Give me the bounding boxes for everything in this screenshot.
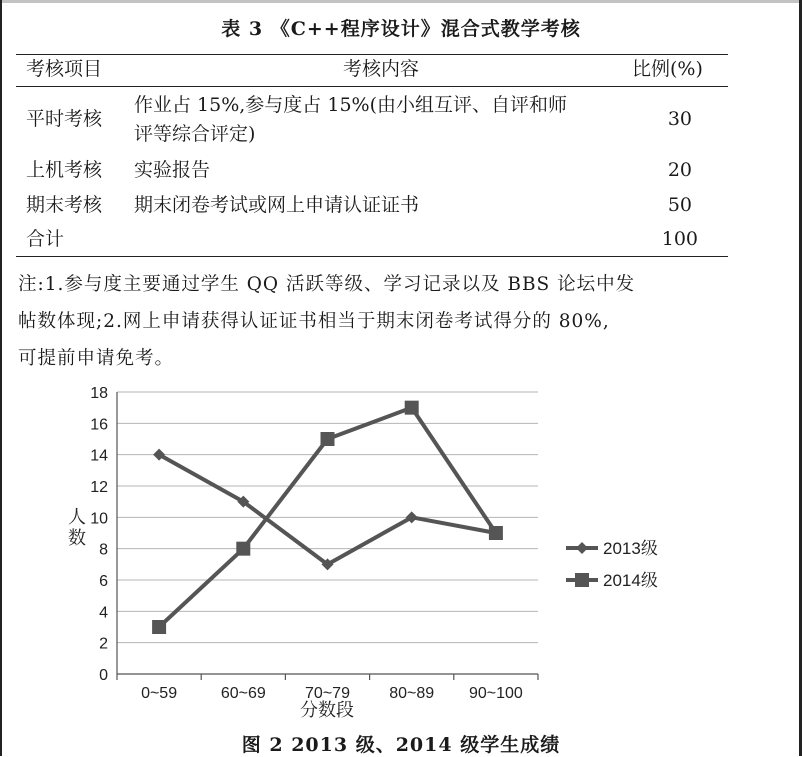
header-ratio: 比例(%) <box>632 58 703 80</box>
y-tick-label: 4 <box>99 604 108 622</box>
x-tick-label: 60~69 <box>220 685 266 702</box>
x-tick-label: 90~100 <box>468 685 523 702</box>
y-tick-label: 12 <box>90 479 108 496</box>
figure-caption: 图 2 2013 级、2014 级学生成绩 <box>241 734 561 756</box>
note-line: 注:1.参与度主要通过学生 QQ 活跃等级、学习记录以及 BBS 论坛中发 <box>18 274 636 295</box>
row-ratio: 20 <box>667 159 692 181</box>
y-axis-title-char: 数 <box>68 528 86 549</box>
score-line-chart <box>0 370 802 720</box>
table-note <box>18 266 738 377</box>
table-title: 表 3 《C++程序设计》混合式教学考核 <box>221 18 581 40</box>
page-top-edge <box>0 0 802 3</box>
y-tick-label: 16 <box>90 416 108 434</box>
y-tick-label: 2 <box>99 635 108 653</box>
row-ratio: 50 <box>667 194 692 216</box>
x-tick-label: 0~59 <box>141 685 178 702</box>
x-tick-label: 80~89 <box>389 685 435 702</box>
data-point <box>236 542 250 556</box>
series-line-1 <box>159 455 496 565</box>
data-point <box>405 401 419 415</box>
row-content: 期末闭卷考试或网上申请认证证书 <box>134 194 420 216</box>
data-point <box>321 432 335 446</box>
row-item: 合计 <box>26 228 65 250</box>
y-tick-label: 8 <box>99 541 108 559</box>
legend-label: 2014级 <box>603 571 658 590</box>
header-item: 考核项目 <box>26 58 103 80</box>
y-axis-title-char: 人 <box>68 507 86 528</box>
y-tick-label: 14 <box>90 447 108 465</box>
table-bottom-rule <box>16 256 728 257</box>
chart-legend <box>566 539 658 590</box>
row-ratio: 30 <box>667 108 692 130</box>
x-axis-title: 分数段 <box>300 700 354 720</box>
table-top-rule <box>16 54 728 55</box>
y-tick-label: 6 <box>99 573 108 590</box>
row-ratio: 100 <box>661 228 698 250</box>
y-tick-label: 10 <box>90 510 108 528</box>
note-line: 可提前申请免考。 <box>18 348 175 369</box>
row-item: 平时考核 <box>26 108 103 130</box>
row-content: 作业占 15%,参与度占 15%(由小组互评、自评和师 <box>134 94 567 116</box>
row-item: 上机考核 <box>26 159 103 181</box>
legend-marker <box>576 542 588 554</box>
note-line: 帖数体现;2.网上申请获得认证证书相当于期末闭卷考试得分的 80%, <box>18 311 610 332</box>
y-tick-label: 0 <box>99 667 108 684</box>
y-tick-label: 18 <box>90 385 108 402</box>
table-header-rule <box>16 86 728 87</box>
row-item: 期末考核 <box>26 194 103 216</box>
legend-marker <box>575 573 589 587</box>
y-axis-ticks <box>90 385 108 684</box>
data-point <box>152 620 166 634</box>
data-point <box>489 526 503 540</box>
row-content-cont: 评等综合评定) <box>134 123 256 145</box>
x-tick-label: 70~79 <box>305 685 350 702</box>
row-content: 实验报告 <box>134 159 211 181</box>
legend-label: 2013级 <box>603 539 658 558</box>
header-content: 考核内容 <box>343 58 420 80</box>
